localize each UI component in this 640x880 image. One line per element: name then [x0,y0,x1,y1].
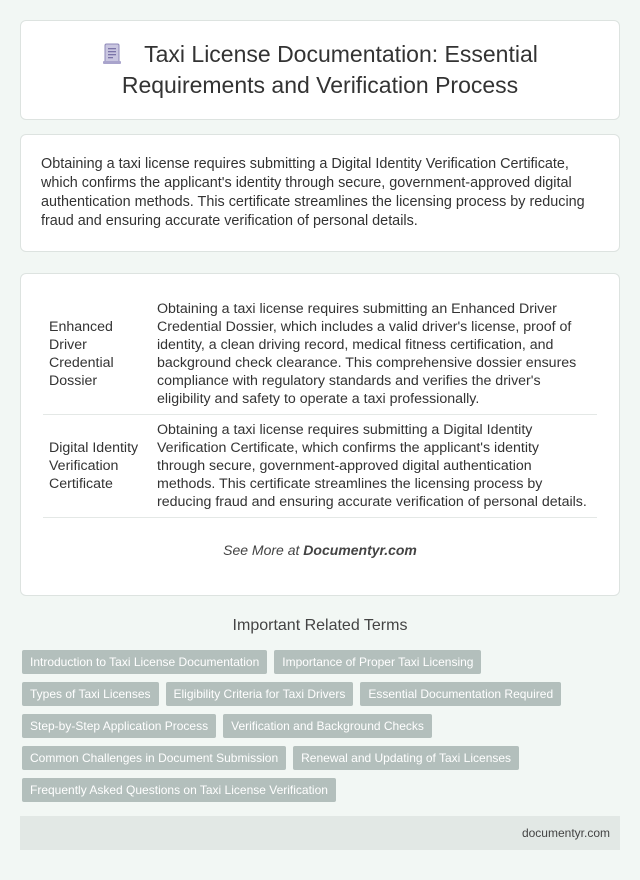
tag-row [22,778,622,802]
tag-row [22,746,622,770]
related-terms-title: Important Related Terms [232,617,408,634]
term-cell: Digital Identity Verification Certificate [43,415,151,518]
description-cell: Obtaining a taxi license requires submitting a Digital Identity Verification Certificate, which confirms the applicant's identity through secure, government-approved digital authentication methods. This certificate streamlines the licensing process by reducing fraud and ensuring accurate verification of personal details. [151,415,597,518]
footer [20,816,620,850]
tag-row [22,682,622,706]
page-title: Taxi License Documentation: Essential Requirements and Verification Process [121,41,538,98]
footer-site-link[interactable]: documentyr.com [521,826,610,840]
related-tag[interactable]: Types of Taxi Licenses [22,682,159,706]
document-icon [102,43,122,65]
related-tag[interactable]: Importance of Proper Taxi Licensing [274,650,481,674]
related-tag[interactable]: Verification and Background Checks [223,714,432,738]
see-more-prefix: See More at [223,542,304,558]
related-tag[interactable]: Frequently Asked Questions on Taxi License Verification [22,778,336,802]
term-cell: Enhanced Driver Credential Dossier [43,294,151,415]
related-tag[interactable]: Introduction to Taxi License Documentation [22,650,267,674]
related-tag[interactable]: Step-by-Step Application Process [22,714,216,738]
tag-row [22,650,622,674]
description-cell: Obtaining a taxi license requires submitting an Enhanced Driver Credential Dossier, which includes a valid driver's license, proof of identity, a clean driving record, medical fitness certification, and background check clearance. This comprehensive dossier ensures compliance with regulatory standards and verifies the driver's eligibility and safety to operate a taxi professionally. [151,294,597,415]
related-tags [22,650,622,810]
related-tag[interactable]: Eligibility Criteria for Taxi Drivers [166,682,354,706]
see-more-link[interactable] [43,542,597,558]
table-row [43,294,597,415]
intro-card [20,134,620,252]
related-tag[interactable]: Common Challenges in Document Submission [22,746,286,770]
related-tag[interactable]: Renewal and Updating of Taxi Licenses [293,746,519,770]
tag-row [22,714,622,738]
see-more-site: Documentyr.com [303,542,417,558]
page-title-wrap [21,39,619,101]
intro-text: Obtaining a taxi license requires submitting a Digital Identity Verification Certificate, which confirms the applicant's identity through secure, government-approved digital authentication methods. This certificate streamlines the licensing process by reducing fraud and ensuring accurate verification of personal details. [41,156,585,229]
header-card [20,20,620,120]
related-tag[interactable]: Essential Documentation Required [360,682,561,706]
terms-table-card [20,273,620,596]
table-row [43,415,597,518]
terms-table [43,294,597,518]
